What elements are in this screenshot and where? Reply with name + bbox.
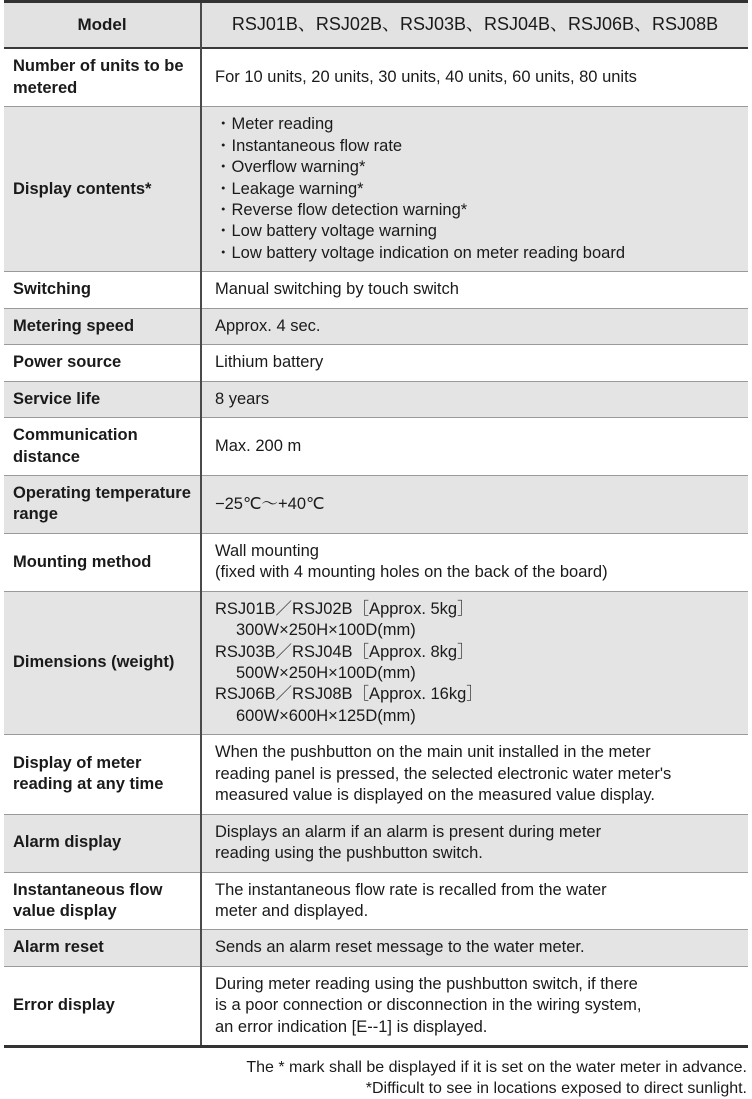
header-value-model-list: RSJ01B、RSJ02B、RSJ03B、RSJ04B、RSJ06B、RSJ08B	[201, 2, 748, 49]
row-value	[201, 966, 748, 1046]
row-label: Alarm reset	[4, 930, 201, 966]
row-value-line: meter and displayed.	[215, 901, 369, 920]
table-row	[4, 48, 748, 106]
row-label: Number of units to be metered	[4, 48, 201, 106]
row-value-line: For 10 units, 20 units, 30 units, 40 units, 60 units, 80 units	[215, 68, 637, 87]
row-value-line: reading using the pushbutton switch.	[215, 844, 483, 863]
row-value-line: ・Overflow warning*	[215, 158, 366, 177]
row-label: Alarm display	[4, 814, 201, 872]
row-value	[201, 872, 748, 930]
table-row	[4, 107, 748, 272]
row-value-line: 300W×250H×100D(mm)	[236, 621, 416, 640]
row-label: Switching	[4, 272, 201, 308]
row-value-lines	[215, 974, 742, 1038]
row-value	[201, 533, 748, 591]
row-value-lines	[215, 599, 742, 728]
row-value-line: ・Meter reading	[215, 115, 334, 134]
table-row	[4, 272, 748, 308]
row-label: Mounting method	[4, 533, 201, 591]
table-row	[4, 308, 748, 344]
row-value-line: is a poor connection or disconnection in the wiring system,	[215, 996, 642, 1015]
row-value-line: ・Low battery voltage indication on meter reading board	[215, 243, 625, 262]
table-header-row	[4, 2, 748, 49]
row-value-lines	[215, 494, 742, 515]
row-value-lines	[215, 436, 742, 457]
row-value-lines	[215, 67, 742, 88]
row-value-line: During meter reading using the pushbutton switch, if there	[215, 974, 638, 993]
table-row	[4, 966, 748, 1046]
header-label-model: Model	[4, 2, 201, 49]
row-value-lines	[215, 316, 742, 337]
row-value-lines	[215, 541, 742, 584]
row-label: Operating temperature range	[4, 475, 201, 533]
row-value	[201, 48, 748, 106]
row-value-line: Lithium battery	[215, 353, 324, 372]
row-value	[201, 418, 748, 476]
table-row	[4, 735, 748, 814]
table-row	[4, 345, 748, 381]
row-value-lines	[215, 742, 742, 806]
table-row	[4, 930, 748, 966]
table-row	[4, 591, 748, 735]
table-row	[4, 418, 748, 476]
table-row	[4, 381, 748, 417]
row-value	[201, 591, 748, 735]
row-value	[201, 475, 748, 533]
row-value-lines	[215, 279, 742, 300]
row-value	[201, 107, 748, 272]
row-value-lines	[215, 822, 742, 865]
table-row	[4, 475, 748, 533]
row-value-lines	[215, 880, 742, 923]
footnote-line: The * mark shall be displayed if it is set on the water meter in advance.	[246, 1059, 747, 1077]
row-value-line: RSJ03B／RSJ04B［Approx. 8kg］	[215, 642, 474, 661]
row-value-line: Manual switching by touch switch	[215, 280, 459, 299]
row-value-line: reading panel is pressed, the selected electronic water meter's	[215, 764, 672, 783]
row-value	[201, 308, 748, 344]
row-value-line: −25℃～+40℃	[215, 494, 325, 513]
row-value-line: ・Low battery voltage warning	[215, 222, 437, 241]
row-value-line: 500W×250H×100D(mm)	[236, 664, 416, 683]
row-value-lines	[215, 389, 742, 410]
row-value-lines	[215, 352, 742, 373]
row-value-line: (fixed with 4 mounting holes on the back of the board)	[215, 563, 608, 582]
row-value	[201, 930, 748, 966]
row-label: Metering speed	[4, 308, 201, 344]
row-value	[201, 814, 748, 872]
row-value-line: ・Reverse flow detection warning*	[215, 201, 468, 220]
row-value-line: When the pushbutton on the main unit installed in the meter	[215, 743, 651, 762]
row-value-line: Sends an alarm reset message to the water meter.	[215, 938, 585, 957]
row-value-line: ・Instantaneous flow rate	[215, 136, 403, 155]
row-value-line: RSJ01B／RSJ02B［Approx. 5kg］	[215, 599, 474, 618]
table-body	[4, 2, 748, 1047]
row-value	[201, 381, 748, 417]
row-value-line: RSJ06B／RSJ08B［Approx. 16kg］	[215, 685, 483, 704]
row-value-lines	[215, 937, 742, 958]
row-label: Service life	[4, 381, 201, 417]
table-row	[4, 814, 748, 872]
footnote-line: *Difficult to see in locations exposed to direct sunlight.	[365, 1080, 747, 1098]
row-label: Display contents*	[4, 107, 201, 272]
specification-table	[4, 0, 748, 1048]
row-label: Communication distance	[4, 418, 201, 476]
row-value	[201, 272, 748, 308]
row-value-line: ・Leakage warning*	[215, 179, 364, 198]
row-value-line: Displays an alarm if an alarm is present during meter	[215, 822, 602, 841]
row-value-line: Wall mounting	[215, 541, 319, 560]
row-value-line: 8 years	[215, 389, 270, 408]
row-label: Instantaneous flow value display	[4, 872, 201, 930]
row-value-lines	[215, 114, 742, 264]
row-label: Power source	[4, 345, 201, 381]
footnote-block	[4, 1048, 748, 1099]
row-value-line: an error indication [E--1] is displayed.	[215, 1017, 488, 1036]
row-value	[201, 735, 748, 814]
table-row	[4, 872, 748, 930]
row-value-line: 600W×600H×125D(mm)	[236, 706, 416, 725]
row-value	[201, 345, 748, 381]
row-value-line: Max. 200 m	[215, 436, 302, 455]
table-row	[4, 533, 748, 591]
row-value-line: The instantaneous flow rate is recalled from the water	[215, 880, 607, 899]
row-label: Error display	[4, 966, 201, 1046]
row-value-line: Approx. 4 sec.	[215, 316, 321, 335]
row-value-line: measured value is displayed on the measured value display.	[215, 786, 655, 805]
row-label: Display of meter reading at any time	[4, 735, 201, 814]
row-label: Dimensions (weight)	[4, 591, 201, 735]
